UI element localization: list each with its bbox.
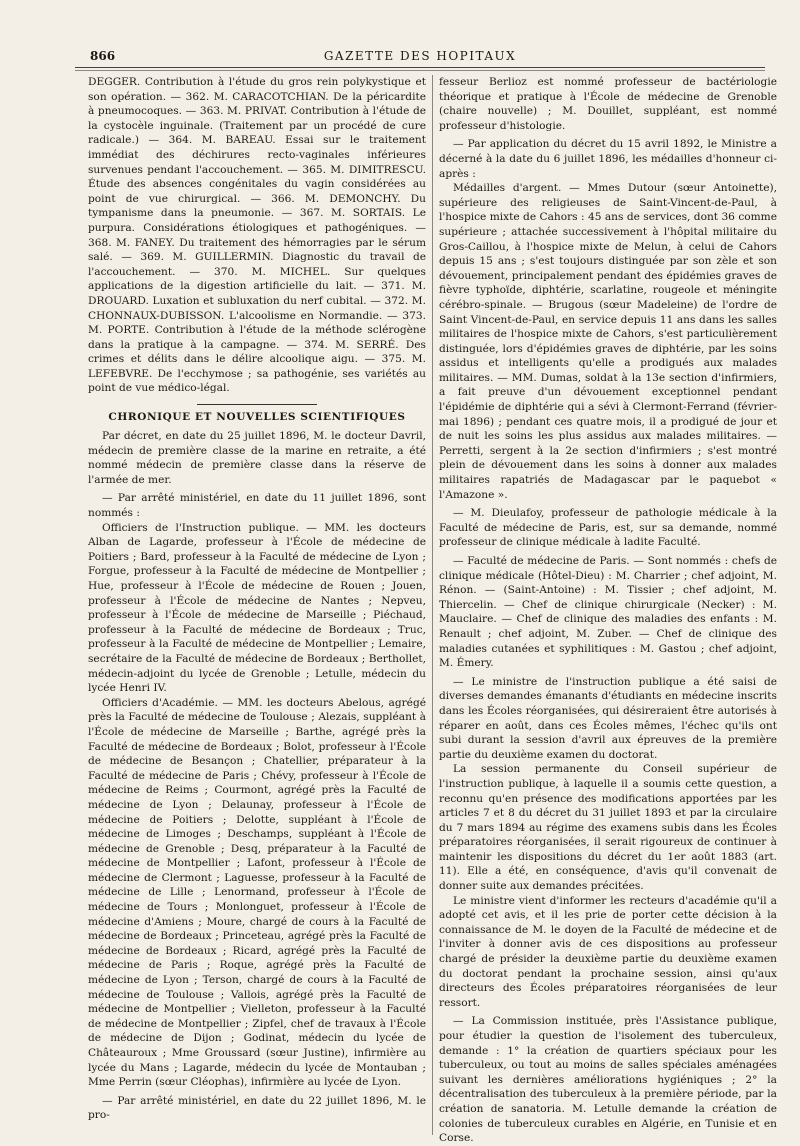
section-heading: CHRONIQUE ET NOUVELLES SCIENTIFIQUES [108,411,406,424]
paragraph: Le ministre vient d'informer les recteurs d'académie qu'il a adopté cet avis, et il les prie de porter cette décision à la connaissance de M. le doyen de la Faculté de médecine et de l'inviter à donner avis de ces dispositions au professeur chargé de présider la deuxième partie du deuxième examen du doctorat pendant la prochaine session, ainsi qu'aux directeurs des Écoles préparatoires réorganisées de leur ressort. [439,894,777,1009]
paragraph: — Par arrêté ministériel, en date du 22 juillet 1896, M. le pro- [88,1094,426,1122]
paragraph: — Par arrêté ministériel, en date du 11 juillet 1896, sont nommés : [88,492,426,520]
paragraph: — La Commission instituée, près l'Assistance publique, pour étudier la question de l'isolement des tuberculeux, demande : 1° la création de quartiers spéciaux pour les tuberculeux, ou tout au moins de salles spéciales aménagées suivant les dernières améliorations hygiéniques ; 2° la décentralisation des tuberculeux à la première période, par la création de sanatoria. M. Letulle demande la création de colonies de tuberculeux curables en Algérie, en Tunisie et en Corse. [439,1015,777,1145]
paragraph: — Faculté de médecine de Paris. — Sont nommés : chefs de clinique médicale (Hôtel-Dieu) : M. Charrier ; chef adjoint, M. Rénon. — (Saint-Antoine) : M. Tissier ; chef adjoint, M. Thiercelin. — Chef de clinique chirurgicale (Necker) : M. Mauclaire. — Chef de clinique des maladies des enfants : M. Renault ; chef adjoint, M. Zuber. — Chef de clinique des maladies cutanées et syphilitiques : M. Gastou ; chef adjoint, M. Émery. [439,555,777,670]
paragraph: Officiers d'Académie. — MM. les docteurs Abelous, agrégé près la Faculté de médecine de Toulouse ; Alezais, suppléant à l'École de médecine de Marseille ; Barthe, agrégé près la Faculté de médecine de Bordeaux ; Bolot, professeur à l'École de médecine de Besançon ; Chatellier, préparateur à la Faculté de médecine de Paris ; Chévy, professeur à l'École de médecine de Reims ; Courmont, agrégé près la Faculté de médecine de Lyon ; Delaunay, professeur à l'École de médecine de Poitiers ; Delotte, suppléant à l'École de médecine de Limoges ; Deschamps, suppléant à l'École de médecine de Grenoble ; Desq, préparateur à la Faculté de médecine de Montpellier ; Lafont, professeur à l'École de médecine de Clermont ; Laguesse, professeur à la Faculté de médecine de Lille ; Lenormand, professeur à l'École de médecine de Tours ; Monlonguet, professeur à l'École de médecine d'Amiens ; Moure, chargé de cours à la Faculté de médecine de Bordeaux ; Princeteau, agrégé près la Faculté de médecine de Bordeaux ; Ricard, agrégé près la Faculté de médecine de Paris ; Roque, agrégé près la Faculté de médecine de Lyon ; Terson, chargé de cours à la Faculté de médecine de Toulouse ; Vallois, agrégé près la Faculté de médecine de Montpellier ; Vielleton, professeur à la Faculté de médecine de Montpellier ; Zipfel, chef de travaux à l'École de médecine de Dijon ; Godinat, médecin du lycée de Châteauroux ; Mme Groussard (sœur Justine), infirmière au lycée du Mans ; Lagarde, médecin du lycée de Montauban ; Mme Perrin (sœur Cléophas), infirmière au lycée de Lyon. [88,696,426,1089]
section-separator [197,404,317,405]
paragraph: fesseur Berlioz est nommé professeur de bactériologie théorique et pratique à l'École de médecine de Grenoble (chaire nouvelle) ; M. Douillet, suppléant, est nommé professeur d'histologie. [439,76,777,132]
paragraph: Par décret, en date du 25 juillet 1896, M. le docteur Davril, médecin de première classe de la marine en retraite, a été nommé médecin de première classe dans la réserve de l'armée de mer. [88,430,426,486]
left-column [88,75,426,1135]
journal-title: GAZETTE DES HOPITAUX [323,49,517,63]
header-rule [75,67,765,68]
paragraph: — Le ministre de l'instruction publique a été saisi de diverses demandes émanants d'étudiants en médecine inscrits dans les Écoles réorganisées, qui désireraient être autorisés à réparer en août, dans ces Écoles mêmes, l'échec qu'ils ont subi durant la session d'avril aux épreuves de la première partie du deuxième examen du doctorat. [439,675,777,761]
paragraph: Médailles d'argent. — Mmes Dutour (sœur Antoinette), supérieure des religieuses de Saint-Vincent-de-Paul, à l'hospice mixte de Cahors : 45 ans de services, dont 36 comme supérieure ; attachée successivement à l'hôpital militaire du Gros-Caillou, à l'hospice mixte de Melun, à celui de Cahors depuis 15 ans ; s'est toujours distinguée par son zèle et son dévouement, principalement pendant des épidémies graves de fièvre typhoïde, diphtérie, scarlatine, rougeole et méningite cérébro-spinale. — Brugous (sœur Madeleine) de l'ordre de Saint Vincent-de-Paul, en service depuis 11 ans dans les salles militaires de l'hospice mixte de Cahors, s'est particulièrement distinguée, lors d'épidémies graves de diphtérie, par les soins assidus et intelligents qu'elle a prodigués aux malades militaires. — MM. Dumas, soldat à la 13e section d'infirmiers, a fait preuve d'un dévouement exceptionnel pendant l'épidémie de diphtérie qui a sévi à Clermont-Ferrand (février-mai 1896) ; pendant ces quatre mois, il a prodigué de jour et de nuit les soins les plus assidus aux malades militaires. — Perretti, sergent à la 2e section d'infirmiers ; s'est montré plein de dévouement dans les soins à donner aux malades militaires rapatriés de Madagascar par le paquebot « l'Amazone ». [439,182,777,501]
right-column [439,75,777,1145]
page-header [75,40,765,70]
paragraph: — Par application du décret du 15 avril 1892, le Ministre a décerné à la date du 6 juillet 1896, les médailles d'honneur ci-après : [439,138,777,180]
thesis-list: DEGGER. Contribution à l'étude du gros rein polykystique et son opération. — 362. M. CARACOTCHIAN. De la péricardite à pneumocoques. — 363. M. PRIVAT. Contribution à l'étude de la cystocèle inguinale. (Traitement par un procédé de cure radicale.) — 364. M. BAREAU. Essai sur le traitement immédiat des déchirures recto-vaginales inférieures survenues pendant l'accouchement. — 365. M. DIMITRESCU. Étude des absences congénitales du vagin considérées au point de vue chirurgical. — 366. M. DEMONCHY. Du tympanisme dans la pneumonie. — 367. M. SORTAIS. Le purpura. Considérations étiologiques et pathogéniques. — 368. M. FANEY. Du traitement des hémorragies par le sérum salé. — 369. M. GUILLERMIN. Diagnostic du travail de l'accouchement. — 370. M. MICHEL. Sur quelques applications de la digestion artificielle du lait. — 371. M. DROUARD. Luxation et subluxation du nerf cubital. — 372. M. CHONNAUX-DUBISSON. L'alcoolisme en Normandie. — 373. M. PORTE. Contribution à l'étude de la méthode sclérogène dans la pratique à la campagne. — 374. M. SERRÉ. Des crimes et délits dans le délire alcoolique aigu. — 375. M. LEFEBVRE. De l'ecchymose ; sa pathogénie, ses variétés au point de vue médico-légal. [88,76,426,395]
paragraph: La session permanente du Conseil supérieur de l'instruction publique, à laquelle il a soumis cette question, a reconnu qu'en présence des modifications apportées par les articles 7 et 8 du décret du 31 juillet 1893 et par la circulaire du 7 mars 1894 au régime des examens subis dans les Écoles préparatoires réorganisées, il serait rigoureux de continuer à maintenir les dispositions du décret du 1er août 1883 (art. 11). Elle a été, en conséquence, d'avis qu'il convenait de donner suite aux demandes précitées. [439,763,777,893]
paragraph: — M. Dieulafoy, professeur de pathologie médicale à la Faculté de médecine de Paris, est, sur sa demande, nommé professeur de clinique médicale à ladite Faculté. [439,507,777,549]
paragraph: Officiers de l'Instruction publique. — MM. les docteurs Alban de Lagarde, professeur à l'École de médecine de Poitiers ; Bard, professeur à la Faculté de médecine de Lyon ; Forgue, professeur à la Faculté de médecine de Montpellier ; Hue, professeur à l'École de médecine de Rouen ; Jouen, professeur à l'École de médecine de Nantes ; Nepveu, professeur à l'École de médecine de Marseille ; Piéchaud, professeur à la Faculté de médecine de Bordeaux ; Truc, professeur à la Faculté de médecine de Montpellier ; Lemaire, secrétaire de la Faculté de médecine de Bordeaux ; Berthollet, médecin-adjoint du lycée de Grenoble ; Letulle, médecin du lycée Henri IV. [88,521,426,695]
column-divider [432,75,433,1135]
header-rule-secondary [75,70,765,71]
page-number: 866 [90,49,116,63]
